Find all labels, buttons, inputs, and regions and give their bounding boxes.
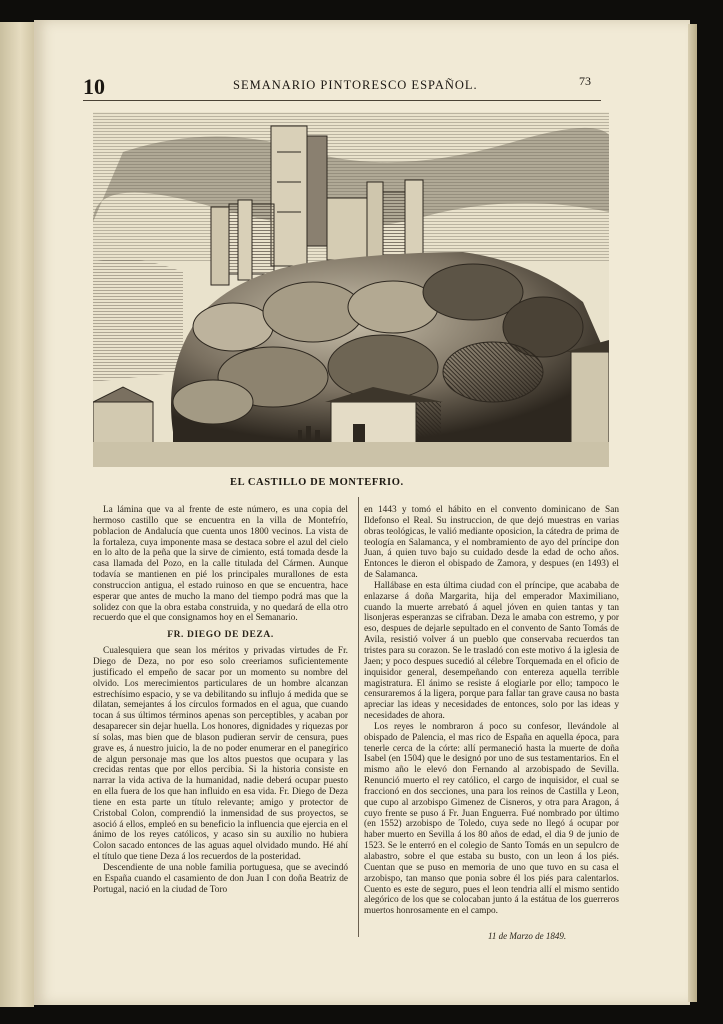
left-column xyxy=(93,505,348,896)
ground xyxy=(93,442,609,467)
paragraph: Los reyes le nombraron á poco su confesor, llevándole al obispado de Palencia, el mas rico de España en aquella época, para tenerle cerca de la córte: allí permaneció hasta la muerte de doña Isabel (en 1504) que le designó por uno de sus testamentarios. En el mismo año le elevó don Fernando al arzobispado de Sevilla. Renunció muerto el rey católico, el cargo de inquisidor, el cual se fraccionó en dos secciones, una para los reinos de Castilla y Leon, que cupo al arzobispo Gimenez de Cisneros, y otra para Aragon, á cuyo frente se puso á Fr. Juan Enguerra. Fué nombrado por último (en 1552) arzobispo de Toledo, cuya sede no llegó á ocupar por haber muerto en Sevilla á los 80 años de edad, el dia 9 de junio de 1523. Se le enterró en el colegio de Santo Tomás en un sepulcro de alabastro, sobre el que estaba su busto, con un leon á los piés. Cuentan que se puso en memoria de uno que tuvo en su casa el arzobispo, tan manso que ponia sobre él los piés para calentarlos. Cuento es este de seguro, pues el leon tendria allí el mismo sentido alegórico de los que se colocaban junto á la estátua de los guerreros muertos honrosamente en el campo. xyxy=(364,721,619,917)
issue-date: 11 de Marzo de 1849. xyxy=(488,931,567,941)
distant-hills xyxy=(93,259,183,382)
column-divider xyxy=(358,497,359,937)
paragraph: Hallábase en esta última ciudad con el príncipe, que acababa de enlazarse á doña Margarita, hija del emperador Maximiliano, cuando la muerte arrebató á aquel jóven en quien tantas y tan lisonjeras esperanzas se cifraban. Deza le amaba con estremo, y por eso, despues de dejarle sepultado en el convento de Santo Tomás de Avila, resistió volver á un pueblo que conservaba recuerdos tan tristes para su corazon. Se le trasladó con este motivo á la iglesia de Jaen; y poco despues sucedió al célebre Torquemada en el oficio de inquisidor general, desempeñando con entereza aquella terrible magistratura. El ánimo se resiste á elogiarle por ello; tampoco le censuraremos á la ligera, porque para fallar tan grave causa no basta apreciar las ideas y necesidades de entonces, solo por las ideas y necesidades de ahora. xyxy=(364,580,619,722)
paragraph: en 1443 y tomó el hábito en el convento dominicano de San Ildefonso el Real. Su instruccion, de que dejó muestras en varias obras teológicas, le valió mediante oposicion, la cátedra de prima de teología en Salamanca, y el nombramiento de ayo del príncipe don Juan, á quien tuvo bajo su cuidado desde la edad de ocho años. Entonces le dieron el obispado de Zamora, y despues (en 1493) el de Salamanca. xyxy=(364,505,619,581)
page-stack-edge xyxy=(688,24,697,1002)
right-column xyxy=(364,505,619,917)
left-page-edge xyxy=(0,22,34,1007)
right-house xyxy=(565,340,609,452)
paragraph: Cualesquiera que sean los méritos y privadas virtudes de Fr. Diego de Deza, no por eso solo creeriamos suficientemente justificado el empeño de sacar por un momento su nombre del olvido. Los merecimientos particulares de un hombre alcanzan estrechísimo espacio, y se va debilitando su influjo á medida que se dilatan, semejantes á los círculos formados en el agua, que cuando tocan á sus últimos términos apenas son perceptibles, y acaban por desaparecer sin dejar huella. Los honores, dignidades y riquezas por sí solas, mas bien que de blason pudieran servir de censura, pues grave es, á nuestro juicio, la de no poder enumerar en el panegírico de algun personaje mas que los altos puestos que ocupara y las crecidas rentas que por ellos percibia. Si la historia consiste en narrar la vida activa de la humanidad, nadie deberá ocupar puesto en ella fuera de los que han influido en esa vida. Fr. Diego de Deza tiene en esta parte un título relevante; amigo y protector de Cristobal Colon, comprendió la inmensidad de sus proyectos, se asoció á ellos, empleó en su beneficio la influencia que ejercia en el ánimo de los reyes católicos, y acaso sin su auxilio no hubiera Colon sacado entonces de las aguas aquel olvidado mundo. Hé ahí el título que tiene Deza á los recuerdos de la posteridad. xyxy=(93,646,348,863)
page-number: 73 xyxy=(579,74,591,88)
illustration-caption: EL CASTILLO DE MONTEFRIO. xyxy=(230,477,404,488)
castle-engraving xyxy=(93,112,609,467)
paragraph: Descendiente de una noble familia portuguesa, que se avecindó en España cuando el casamiento de don Juan I con doña Beatriz de Portugal, nació en la ciudad de Toro xyxy=(93,863,348,895)
section-title: FR. DIEGO DE DEZA. xyxy=(167,630,274,641)
issue-number: 10 xyxy=(83,74,105,99)
intro-paragraph: La lámina que va al frente de este número, es una copia del hermoso castillo que se encuentra en la villa de Montefrío, poblacion de Andalucía que cuenta unos 1800 vecinos. La vista de la fortaleza, cuya imponente masa se destaca sobre el azul del cielo en lo alto de la peña que la sirve de cimiento, está tomada desde la casa llamada del Pozo, en la calle titulada del Cármen. Aunque todavía se mantienen en pié los principales murallones de esta construccion antigua, el estado ruinoso en que se encuentra, hace esperar que antes de mucho la mano del tiempo podrá mas que la solidez con que la obra estaba construida, y no quedará de ella otro recuerdo que el que consignamos hoy en el Semanario. xyxy=(93,505,348,624)
masthead-title: SEMANARIO PINTORESCO ESPAÑOL. xyxy=(233,78,478,92)
running-header xyxy=(83,72,601,101)
